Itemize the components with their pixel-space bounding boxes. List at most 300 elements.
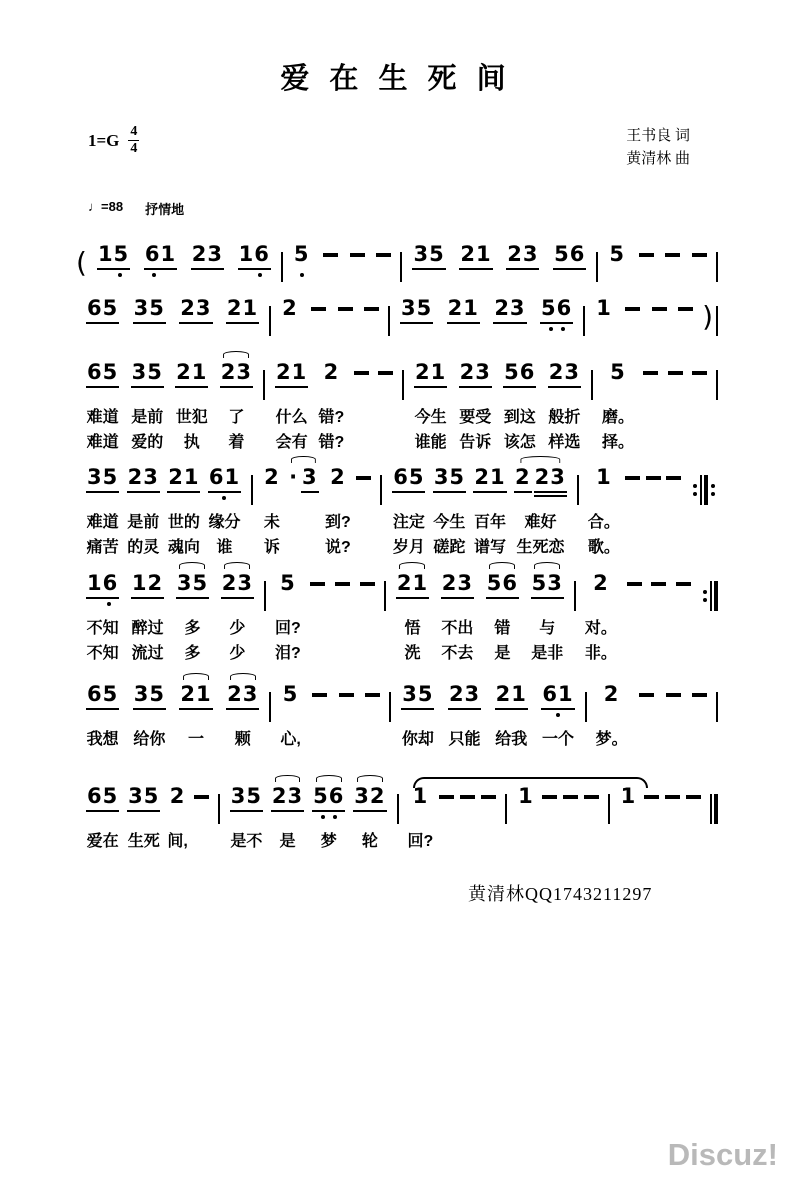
octave-dots	[692, 272, 707, 279]
slur-arc	[223, 351, 249, 358]
repeat-dots	[693, 484, 697, 496]
note-group	[175, 571, 210, 662]
octave-dot	[107, 602, 111, 606]
octave-dots	[513, 495, 568, 502]
beam-underline	[127, 491, 160, 493]
note-group	[539, 296, 574, 333]
lyric-syllable: 不知	[86, 619, 119, 637]
duration-dash	[692, 693, 707, 697]
note-digits	[220, 571, 255, 601]
note-group	[219, 360, 254, 451]
note-group	[85, 784, 120, 850]
note-text: 2	[330, 464, 346, 489]
beam-underline	[167, 491, 200, 493]
note-digits	[126, 465, 161, 495]
measure	[598, 242, 716, 279]
note-digits	[602, 682, 622, 712]
note-group	[126, 784, 161, 850]
octave-dots	[237, 272, 272, 279]
measure	[271, 682, 389, 748]
slur-arc	[357, 775, 383, 782]
octave-dots	[686, 814, 701, 821]
duration-dash	[542, 795, 557, 799]
system	[76, 455, 718, 556]
duration-dash	[652, 307, 667, 311]
note-part	[175, 360, 208, 388]
dot-slot	[329, 814, 341, 821]
note-group	[85, 682, 120, 748]
note-part	[86, 465, 119, 493]
note-part	[514, 465, 532, 493]
octave-dot	[152, 273, 156, 277]
note-part	[447, 296, 480, 324]
note-group	[311, 296, 326, 333]
note-group	[639, 242, 654, 279]
note-text: 65	[393, 464, 425, 489]
octave-dots	[85, 326, 120, 333]
octave-dot	[556, 713, 560, 717]
lyric-syllable: 爱在	[86, 832, 119, 850]
score	[76, 232, 718, 850]
octave-dots	[542, 814, 557, 821]
repeat-dot	[711, 492, 715, 496]
note-part	[230, 784, 263, 812]
note-group	[432, 465, 467, 556]
barline-thick	[714, 581, 718, 611]
note-digits	[472, 465, 507, 495]
note-text: 21	[396, 570, 429, 595]
beam-underline	[86, 322, 119, 324]
note-digits	[639, 242, 654, 272]
note-text: 1	[412, 783, 429, 808]
note-group	[639, 682, 654, 748]
note-digits	[364, 296, 379, 326]
note-part	[323, 360, 341, 384]
octave-dots	[85, 390, 120, 397]
note-part	[86, 682, 119, 710]
note-digits	[625, 296, 640, 326]
duration-dash	[365, 693, 380, 697]
lyric-syllable: 不去	[441, 644, 474, 662]
note-group	[563, 784, 578, 850]
lyric-syllable: 回?	[275, 619, 301, 637]
note-digits	[274, 360, 309, 390]
note-part	[86, 360, 119, 388]
note-group	[678, 296, 693, 333]
octave-dots	[485, 601, 520, 608]
note-digits	[652, 296, 667, 326]
octave-dots	[310, 601, 325, 608]
note-digits	[85, 296, 120, 326]
note-digits	[360, 571, 375, 601]
lyric-syllable: 是	[279, 832, 296, 850]
note-digits	[130, 360, 165, 390]
lyric-syllable: 岁月	[392, 538, 425, 556]
lyric-syllable: 世犯	[175, 408, 208, 426]
barline	[716, 692, 718, 722]
note-group	[625, 296, 640, 333]
note-group	[178, 296, 213, 333]
note-digits	[458, 360, 493, 390]
duration-dash	[360, 582, 375, 586]
octave-dots	[607, 272, 627, 279]
note-text: 56	[540, 295, 573, 320]
note-digits	[591, 571, 611, 601]
note-text: 23	[441, 570, 474, 595]
dot-slot	[317, 814, 329, 821]
note-text: 35	[176, 570, 209, 595]
note-group	[505, 242, 540, 279]
system	[76, 561, 718, 662]
duration-dash	[439, 795, 454, 799]
duration-dash	[460, 795, 475, 799]
octave-dots	[395, 601, 430, 608]
octave-dot	[118, 273, 122, 277]
note-digits	[627, 571, 642, 601]
octave-dots	[132, 326, 167, 333]
note-text: 23	[227, 681, 259, 706]
note-part	[540, 296, 573, 324]
duration-dash	[665, 253, 680, 257]
note-part	[541, 682, 574, 710]
note-text: 23	[534, 464, 566, 489]
lyric-syllable: 不知	[86, 644, 119, 662]
contact-line: 黄清林QQ1743211297	[468, 883, 653, 904]
slur-arc	[521, 456, 560, 463]
octave-dots	[130, 390, 165, 397]
note-text: 21	[275, 359, 308, 384]
beam-underline	[540, 322, 573, 324]
note-digits	[280, 296, 300, 326]
dot-slot	[545, 326, 557, 333]
note-text: 2	[323, 359, 340, 384]
note-digits	[323, 242, 338, 272]
note-digits	[166, 465, 201, 495]
beam-underline	[86, 597, 119, 599]
note-digits	[237, 242, 272, 272]
octave-dots	[625, 326, 640, 333]
note-group	[644, 784, 659, 850]
measure	[76, 360, 263, 451]
note-digits	[262, 465, 282, 495]
note-text: 56	[486, 570, 518, 595]
lyric-syllable: 谁	[216, 538, 233, 556]
beam-underline	[176, 597, 209, 599]
note-text: 15	[97, 241, 130, 266]
beam-underline	[503, 386, 536, 388]
note-group	[395, 571, 430, 662]
beam-underline	[473, 491, 506, 493]
note-part	[281, 296, 299, 320]
note-group	[143, 242, 178, 279]
note-group	[319, 360, 345, 451]
beam-underline	[275, 386, 308, 388]
beam-underline	[144, 268, 177, 270]
note-digits	[643, 360, 658, 390]
lyric-syllable: 谱写	[474, 538, 507, 556]
lyric-syllable: 缘分	[208, 513, 241, 531]
repeat-dot	[703, 598, 707, 602]
duration-dash	[335, 582, 350, 586]
note-group	[602, 360, 634, 451]
note-part	[312, 784, 345, 812]
note-digits	[143, 242, 178, 272]
note-text: 65	[87, 295, 119, 320]
lyric-syllable: 什么	[275, 408, 308, 426]
slur-arc	[489, 562, 515, 569]
note-group	[692, 242, 707, 279]
note-digits	[322, 360, 342, 390]
note-group	[270, 784, 305, 850]
note-text: 35	[133, 681, 165, 706]
tempo-row	[88, 199, 792, 218]
beam-underline	[459, 386, 492, 388]
beam-underline	[238, 268, 271, 270]
note-part	[553, 242, 586, 270]
note-digits	[229, 784, 264, 814]
octave-dots	[446, 326, 481, 333]
note-group	[225, 296, 260, 333]
note-digits	[608, 360, 628, 390]
note-group	[132, 296, 167, 333]
note-group	[540, 682, 575, 748]
beam-underline	[97, 268, 130, 270]
note-part	[169, 784, 187, 808]
duration-dash	[644, 795, 659, 799]
beam-underline	[493, 322, 526, 324]
note-group	[310, 571, 325, 662]
note-part	[401, 682, 434, 710]
octave-dot	[258, 273, 262, 277]
measure	[76, 296, 269, 333]
duration-dash	[481, 795, 496, 799]
note-group	[627, 571, 642, 662]
barline-thick	[714, 794, 718, 824]
octave-dots	[460, 814, 475, 821]
note-digits	[594, 296, 614, 326]
octave-dots	[588, 495, 620, 502]
note-digits	[651, 571, 666, 601]
note-part	[486, 571, 519, 599]
octave-dots	[584, 814, 599, 821]
note-group	[547, 360, 582, 451]
meta-row	[88, 125, 690, 172]
octave-dots	[646, 495, 661, 502]
octave-dots	[665, 814, 680, 821]
lyric-syllable: 是前	[127, 513, 160, 531]
note-part	[238, 242, 271, 270]
song-title: 爱 在 生 死 间	[280, 63, 512, 95]
beam-underline	[534, 491, 567, 493]
note-digits	[494, 682, 529, 712]
note-group	[378, 360, 393, 451]
beam-underline	[433, 491, 466, 493]
note-text: 2	[593, 570, 609, 595]
note-text: 61	[208, 464, 241, 489]
duration-dash	[584, 795, 599, 799]
note-digits	[378, 360, 393, 390]
lyric-syllable: 心,	[280, 730, 301, 748]
note-text: 23	[127, 464, 159, 489]
note-digits	[665, 242, 680, 272]
lyric-syllable: 般折	[548, 408, 581, 426]
note-text: 1	[518, 783, 534, 808]
note-part	[127, 784, 160, 812]
note-text: 16	[238, 241, 270, 266]
lyric-syllable: 难好	[524, 513, 557, 531]
note-digits	[607, 242, 627, 272]
octave-dots	[639, 712, 654, 719]
duration-dash	[350, 253, 365, 257]
note-group	[513, 465, 568, 556]
measure	[391, 682, 584, 748]
octave-dots	[220, 601, 255, 608]
slur-arc	[291, 456, 315, 463]
note-digits	[692, 242, 707, 272]
note-text: 65	[87, 681, 119, 706]
note-text: 23	[180, 295, 212, 320]
note-digits	[219, 360, 254, 390]
beam-underline	[191, 268, 224, 270]
octave-dot	[300, 273, 304, 277]
note-group	[446, 296, 481, 333]
note-text: 35	[230, 783, 262, 808]
note-part	[226, 682, 259, 710]
note-text: 21	[447, 295, 479, 320]
octave-dots	[668, 390, 683, 397]
lyric-syllable: 错?	[318, 433, 345, 451]
note-part	[220, 360, 253, 388]
note-group	[666, 465, 681, 556]
note-digits	[311, 784, 346, 814]
barline	[710, 794, 712, 824]
note-part	[97, 242, 130, 270]
note-text: 23	[507, 241, 539, 266]
note-text: 21	[460, 241, 492, 266]
lyric-syllable: 错	[494, 619, 511, 637]
note-text: 23	[221, 570, 253, 595]
lyric-syllable: 给你	[133, 730, 166, 748]
note-digits	[668, 360, 683, 390]
duration-dash	[692, 253, 707, 257]
composer-credit: 黄清林 曲	[626, 151, 690, 168]
note-part	[400, 296, 433, 324]
note-part	[609, 360, 627, 384]
note-digits	[85, 571, 120, 601]
note-part	[226, 296, 259, 324]
octave-dots	[190, 272, 225, 279]
octave-dots	[692, 390, 707, 397]
note-digits	[530, 571, 565, 601]
octave-dots	[447, 712, 482, 719]
measure	[266, 571, 384, 662]
note-text: 5	[610, 359, 626, 384]
note-group	[588, 465, 620, 556]
note-group	[237, 242, 272, 279]
note-group	[692, 682, 707, 748]
octave-dot	[321, 815, 325, 819]
note-text: 35	[413, 241, 445, 266]
duration-dash	[668, 371, 683, 375]
note-digits	[310, 571, 325, 601]
note-part	[473, 465, 506, 493]
lyric-syllable: 只能	[448, 730, 481, 748]
note-text: 56	[313, 783, 345, 808]
octave-dots	[652, 326, 667, 333]
close-paren: )	[702, 299, 713, 333]
note-part	[392, 465, 425, 493]
note-digits	[666, 465, 681, 495]
time-bottom: 4	[130, 141, 138, 156]
note-group	[354, 360, 369, 451]
note-digits	[665, 784, 680, 814]
note-text: 23	[271, 783, 304, 808]
beam-underline	[86, 810, 119, 812]
octave-dots	[413, 390, 448, 397]
note-text: 56	[554, 241, 586, 266]
slur-arc	[230, 673, 256, 680]
beam-underline	[447, 322, 480, 324]
credits	[626, 125, 690, 172]
note-text: ·	[289, 464, 299, 489]
lyric-syllable: 与	[539, 619, 556, 637]
duration-dash	[639, 253, 654, 257]
note-digits	[676, 571, 691, 601]
lyric-syllable: 少	[229, 644, 246, 662]
note-group	[665, 784, 680, 850]
octave-dots	[143, 272, 178, 279]
octave-dots	[175, 601, 210, 608]
duration-dash	[625, 476, 640, 480]
octave-dots	[85, 601, 120, 608]
octave-dots	[563, 814, 578, 821]
note-digits	[168, 784, 188, 814]
lyric-syllable: 难道	[86, 513, 119, 531]
note-group	[447, 682, 482, 748]
lyric-syllable: 少	[229, 619, 246, 637]
duration-dash	[323, 253, 338, 257]
lyric-syllable: 执	[183, 433, 200, 451]
octave-dots	[262, 495, 282, 502]
duration-dash	[312, 693, 327, 697]
note-group	[619, 784, 639, 850]
note-part	[459, 242, 492, 270]
note-part	[353, 784, 386, 812]
octave-dots	[666, 495, 681, 502]
lyric-syllable: 着	[228, 433, 245, 451]
octave-dots	[596, 712, 628, 719]
lyric-syllable: 梦	[320, 832, 337, 850]
note-group	[365, 682, 380, 748]
note-part	[595, 465, 613, 489]
octave-dots	[319, 390, 345, 397]
lyric-syllable: 痛苦	[86, 538, 119, 556]
barline-thick	[704, 475, 708, 505]
note-digits	[492, 296, 527, 326]
note-group	[174, 360, 209, 451]
note-group	[686, 784, 701, 850]
barline	[716, 252, 718, 282]
lyric-syllable: 流过	[131, 644, 164, 662]
note-digits	[85, 784, 120, 814]
note-digits	[460, 784, 475, 814]
duration-dash	[354, 371, 369, 375]
note-group	[391, 465, 426, 556]
note-part	[329, 465, 347, 489]
lyric-syllable: 魂向	[167, 538, 200, 556]
note-group	[584, 784, 599, 850]
octave-dots	[356, 495, 371, 502]
